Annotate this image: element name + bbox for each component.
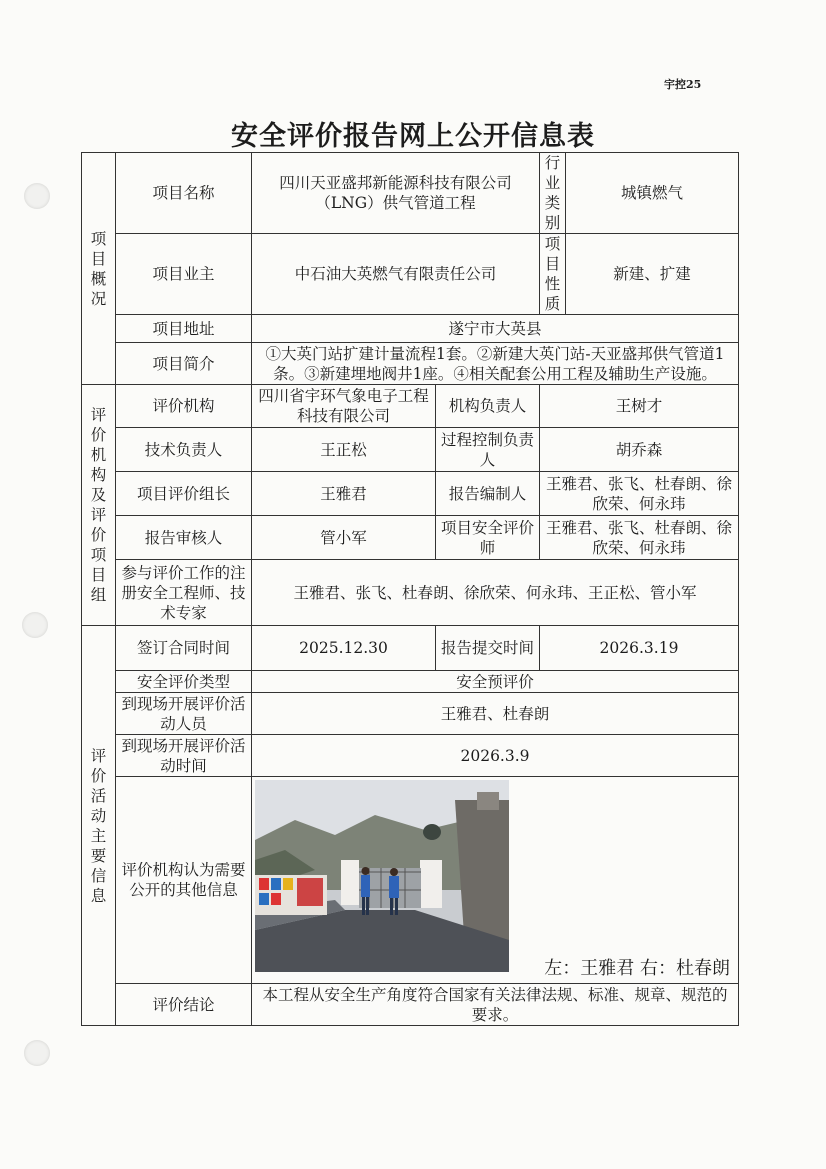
other-info-label: 评价机构认为需要公开的其他信息 [116,777,252,984]
industry-value: 城镇燃气 [566,153,739,234]
document-code: 宇控25 [664,78,702,91]
contract-date-value: 2025.12.30 [252,626,436,671]
industry-label: 行业类别 [540,153,566,234]
page-title: 安全评价报告网上公开信息表 [231,121,595,152]
tech-lead-label: 技术负责人 [116,428,252,472]
punch-hole [24,183,50,209]
site-photo [255,780,509,972]
process-control-label: 过程控制负责人 [436,428,540,472]
report-writer-label: 报告编制人 [436,472,540,516]
section-activities: 评价活动主要信息 [82,626,116,1026]
project-owner-value: 中石油大英燃气有限责任公司 [252,234,540,315]
agency-label: 评价机构 [116,385,252,428]
report-writer-value: 王雅君、张飞、杜春朗、徐欣荣、何永玮 [540,472,739,516]
experts-value: 王雅君、张飞、杜春朗、徐欣荣、何永玮、王正松、管小军 [252,560,739,626]
site-time-value: 2026.3.9 [252,735,739,777]
project-name-value: 四川天亚盛邦新能源科技有限公司（LNG）供气管道工程 [252,153,540,234]
section-agency: 评价机构及评价项目组 [82,385,116,626]
project-nature-value: 新建、扩建 [566,234,739,315]
punch-hole [22,612,48,638]
experts-label: 参与评价工作的注册安全工程师、技术专家 [116,560,252,626]
assessment-type-value: 安全预评价 [252,671,739,693]
conclusion-label: 评价结论 [116,984,252,1026]
assessment-type-label: 安全评价类型 [116,671,252,693]
section-overview: 项目概况 [82,153,116,385]
contract-date-label: 签订合同时间 [116,626,252,671]
process-control-value: 胡乔森 [540,428,739,472]
site-staff-label: 到现场开展评价活动人员 [116,693,252,735]
other-info-cell [252,777,739,984]
team-leader-value: 王雅君 [252,472,436,516]
project-address-value: 遂宁市大英县 [252,315,739,343]
team-leader-label: 项目评价组长 [116,472,252,516]
agency-value: 四川省宇环气象电子工程科技有限公司 [252,385,436,428]
project-name-label: 项目名称 [116,153,252,234]
report-reviewer-label: 报告审核人 [116,516,252,560]
project-intro-value: ①大英门站扩建计量流程1套。②新建大英门站-天亚盛邦供气管道1条。③新建埋地阀井1座。④相关配套公用工程及辅助生产设施。 [252,343,739,385]
safety-assessor-value: 王雅君、张飞、杜春朗、徐欣荣、何永玮 [540,516,739,560]
site-staff-value: 王雅君、杜春朗 [252,693,739,735]
info-table [81,152,739,1026]
agency-head-label: 机构负责人 [436,385,540,428]
report-reviewer-value: 管小军 [252,516,436,560]
safety-assessor-label: 项目安全评价师 [436,516,540,560]
tech-lead-value: 王正松 [252,428,436,472]
project-owner-label: 项目业主 [116,234,252,315]
photo-caption: 左：王雅君 右：杜春朗 [544,958,730,979]
project-address-label: 项目地址 [116,315,252,343]
agency-head-value: 王树才 [540,385,739,428]
submit-date-label: 报告提交时间 [436,626,540,671]
punch-hole [24,1040,50,1066]
project-nature-label: 项目性质 [540,234,566,315]
conclusion-value: 本工程从安全生产角度符合国家有关法律法规、标准、规章、规范的要求。 [252,984,739,1026]
project-intro-label: 项目简介 [116,343,252,385]
site-time-label: 到现场开展评价活动时间 [116,735,252,777]
submit-date-value: 2026.3.19 [540,626,739,671]
